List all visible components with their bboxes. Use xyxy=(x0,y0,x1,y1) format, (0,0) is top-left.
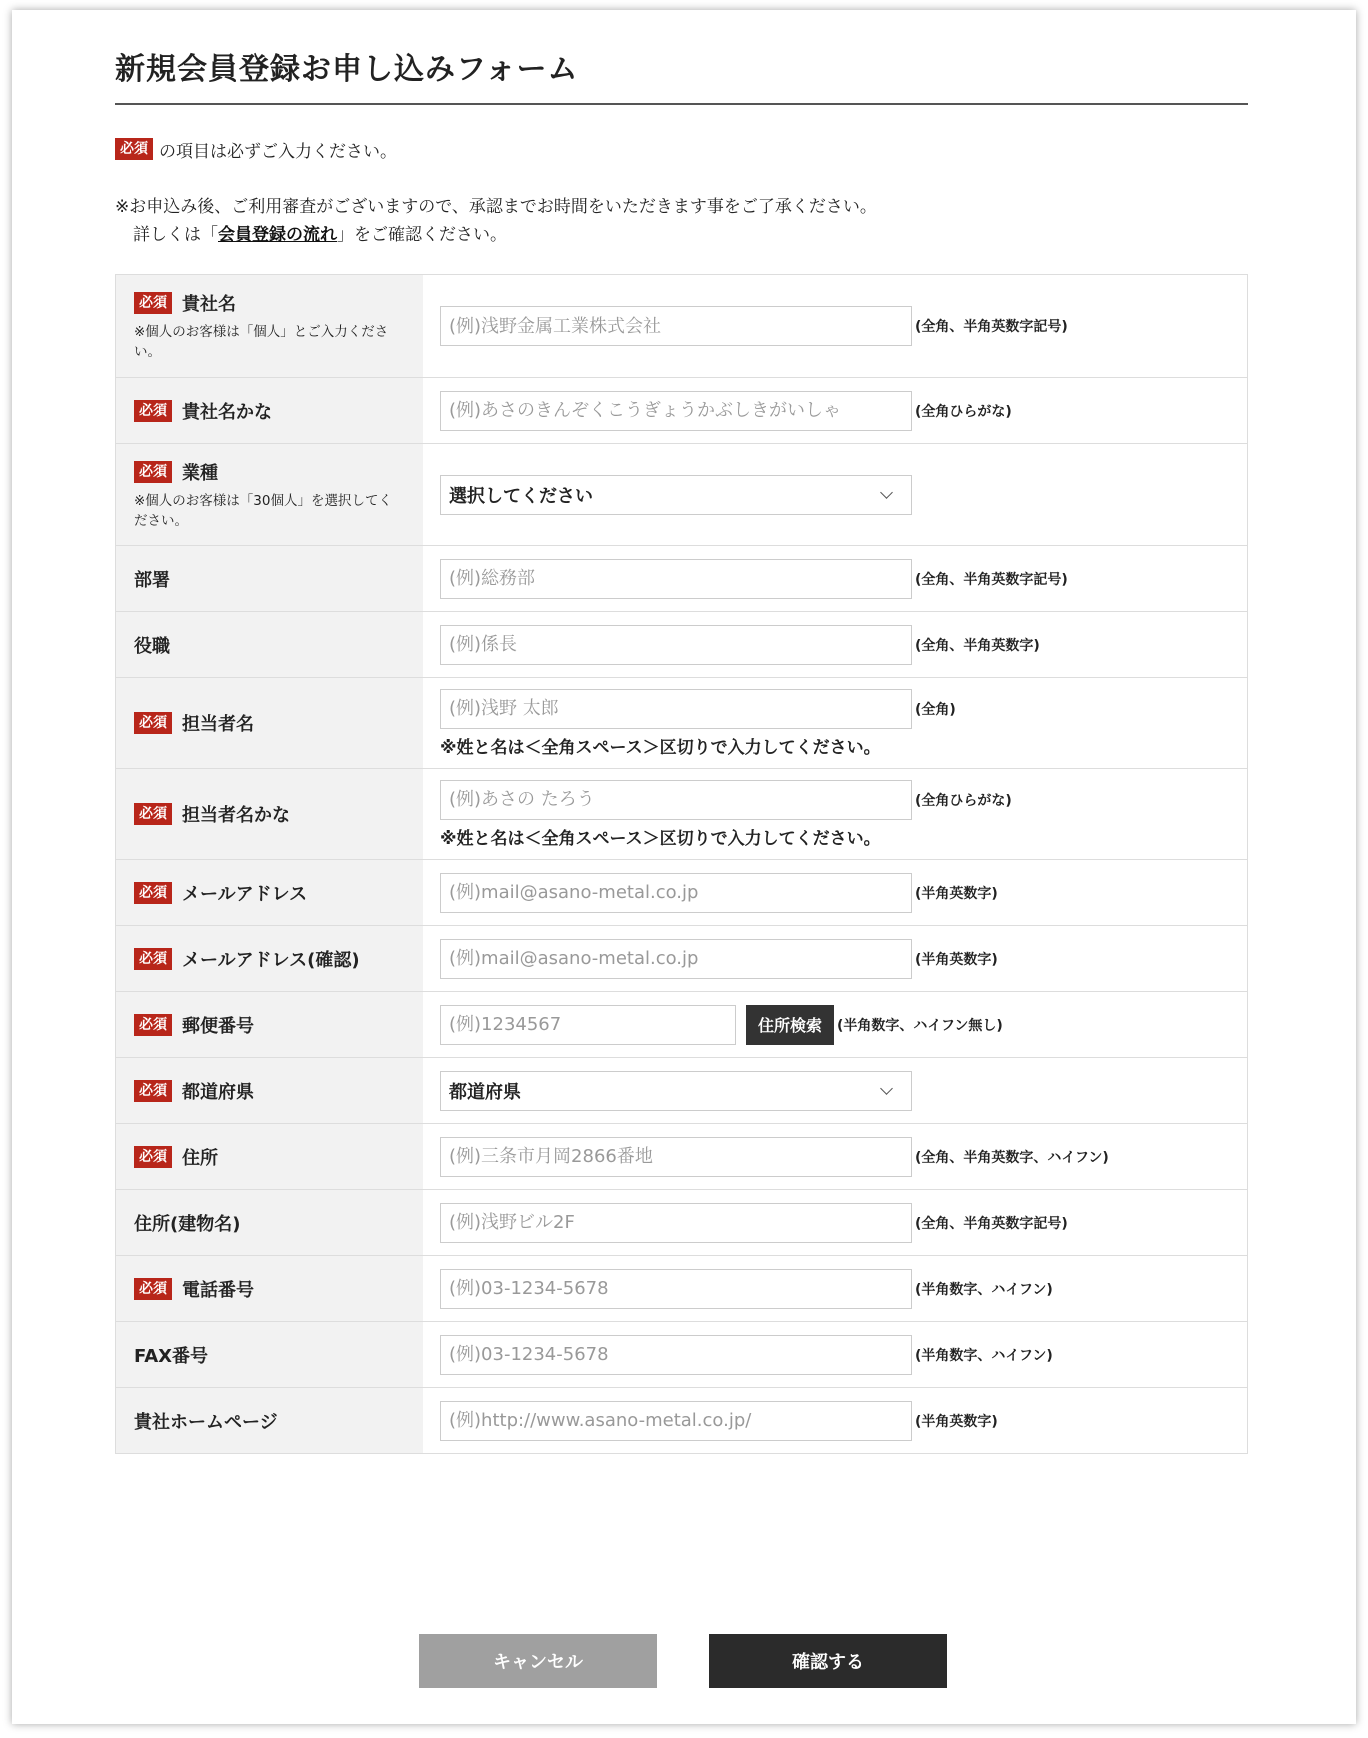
company-input[interactable] xyxy=(440,306,912,346)
field-label: 役職 xyxy=(134,635,170,657)
chevron-down-icon xyxy=(880,486,893,499)
label-phone xyxy=(115,1256,423,1321)
row-email-confirm xyxy=(115,926,1248,992)
label-contact-kana xyxy=(115,769,423,859)
field-hint: (半角数字、ハイフン) xyxy=(915,1281,1053,1298)
field-label: メールアドレス xyxy=(182,883,308,905)
field-label: 住所 xyxy=(182,1147,218,1169)
required-note xyxy=(115,137,1248,161)
required-badge: 必須 xyxy=(115,138,153,160)
required-badge: 必須 xyxy=(134,1146,172,1168)
required-badge: 必須 xyxy=(134,712,172,734)
cancel-button[interactable]: キャンセル xyxy=(419,1634,657,1688)
required-badge: 必須 xyxy=(134,1278,172,1300)
label-department xyxy=(115,546,423,611)
row-contact-name xyxy=(115,678,1248,769)
form-sheet xyxy=(12,10,1356,1724)
department-input[interactable] xyxy=(440,559,912,599)
label-postal xyxy=(115,992,423,1057)
required-badge: 必須 xyxy=(134,803,172,825)
row-contact-kana xyxy=(115,769,1248,860)
label-email xyxy=(115,860,423,925)
form-content xyxy=(115,50,1248,1454)
field-note: ※姓と名は＜全角スペース＞区切りで入力してください。 xyxy=(440,737,881,758)
prefecture-select[interactable] xyxy=(440,1071,912,1111)
field-sublabel: ※個人のお客様は「30個人」を選択してください。 xyxy=(134,492,392,529)
email-confirm-input[interactable] xyxy=(440,939,912,979)
field-sublabel: ※個人のお客様は「個人」とご入力ください。 xyxy=(134,324,389,360)
review-note-pre: 詳しくは「 xyxy=(133,225,218,245)
review-note-line2 xyxy=(115,221,1248,249)
field-hint: (全角、半角英数字、ハイフン) xyxy=(915,1149,1109,1166)
field-hint: (全角ひらがな) xyxy=(915,792,1012,809)
required-badge: 必須 xyxy=(134,948,172,970)
company-kana-input[interactable] xyxy=(440,391,912,431)
review-note xyxy=(115,193,1248,249)
field-label: メールアドレス(確認) xyxy=(182,949,360,971)
industry-selected-value: 選択してください xyxy=(449,485,593,507)
row-phone xyxy=(115,1256,1248,1322)
field-hint: (半角英数字) xyxy=(915,951,998,968)
field-label: 住所(建物名) xyxy=(134,1213,241,1235)
field-label: 業種 xyxy=(182,462,218,484)
confirm-button[interactable]: 確認する xyxy=(709,1634,947,1688)
chevron-down-icon xyxy=(880,1082,893,1095)
position-input[interactable] xyxy=(440,625,912,665)
label-address xyxy=(115,1124,423,1189)
homepage-input[interactable] xyxy=(440,1401,912,1441)
label-contact-name xyxy=(115,678,423,768)
row-company xyxy=(115,275,1248,378)
row-email xyxy=(115,860,1248,926)
industry-select[interactable] xyxy=(440,475,912,515)
field-hint: (半角数字、ハイフン) xyxy=(915,1347,1053,1364)
required-badge: 必須 xyxy=(134,882,172,904)
field-hint: (全角ひらがな) xyxy=(915,403,1012,420)
label-company xyxy=(115,275,423,377)
required-badge: 必須 xyxy=(134,400,172,422)
row-industry xyxy=(115,444,1248,546)
row-fax xyxy=(115,1322,1248,1388)
field-label: 電話番号 xyxy=(182,1279,254,1301)
contact-kana-input[interactable] xyxy=(440,780,912,820)
email-input[interactable] xyxy=(440,873,912,913)
contact-name-input[interactable] xyxy=(440,689,912,729)
field-note: ※姓と名は＜全角スペース＞区切りで入力してください。 xyxy=(440,828,881,849)
field-hint: (半角英数字) xyxy=(915,1413,998,1430)
label-email-confirm xyxy=(115,926,423,991)
field-label: FAX番号 xyxy=(134,1345,209,1367)
required-badge: 必須 xyxy=(134,461,172,483)
label-industry xyxy=(115,444,423,545)
review-note-post: 」をご確認ください。 xyxy=(337,225,507,245)
fax-input[interactable] xyxy=(440,1335,912,1375)
required-badge: 必須 xyxy=(134,1080,172,1102)
field-hint: (全角、半角英数字記号) xyxy=(915,319,1068,335)
prefecture-selected-value: 都道府県 xyxy=(449,1081,521,1103)
address-search-button[interactable]: 住所検索 xyxy=(746,1005,834,1045)
field-hint: (半角英数字) xyxy=(915,885,998,902)
row-department xyxy=(115,546,1248,612)
field-hint: (全角、半角英数字記号) xyxy=(915,1215,1068,1232)
page-title: 新規会員登録お申し込みフォーム xyxy=(115,50,1248,105)
building-input[interactable] xyxy=(440,1203,912,1243)
field-label: 郵便番号 xyxy=(182,1015,254,1037)
row-postal xyxy=(115,992,1248,1058)
row-homepage xyxy=(115,1388,1248,1454)
review-note-line1: ※お申込み後、ご利用審査がございますので、承認までお時間をいただきます事をご了承ください。 xyxy=(115,197,877,217)
label-company-kana xyxy=(115,378,423,443)
registration-flow-link[interactable]: 会員登録の流れ xyxy=(218,225,337,245)
label-fax xyxy=(115,1322,423,1387)
field-hint: (全角、半角英数字記号) xyxy=(915,571,1068,588)
row-address xyxy=(115,1124,1248,1190)
row-prefecture xyxy=(115,1058,1248,1124)
required-note-text: の項目は必ずご入力ください。 xyxy=(159,141,397,162)
label-prefecture xyxy=(115,1058,423,1123)
label-position xyxy=(115,612,423,677)
form-table xyxy=(115,274,1248,1454)
field-label: 貴社名 xyxy=(182,294,236,315)
field-label: 都道府県 xyxy=(182,1081,254,1103)
row-company-kana xyxy=(115,378,1248,444)
label-homepage xyxy=(115,1388,423,1453)
field-label: 部署 xyxy=(134,569,170,591)
field-label: 担当者名 xyxy=(182,714,254,735)
field-label: 担当者名かな xyxy=(182,805,290,826)
required-badge: 必須 xyxy=(134,292,172,314)
row-position xyxy=(115,612,1248,678)
required-badge: 必須 xyxy=(134,1014,172,1036)
field-label: 貴社名かな xyxy=(182,401,272,423)
field-label: 貴社ホームページ xyxy=(134,1411,278,1433)
field-hint: (全角) xyxy=(915,701,956,718)
row-building xyxy=(115,1190,1248,1256)
postal-input[interactable] xyxy=(440,1005,736,1045)
field-hint: (半角数字、ハイフン無し) xyxy=(837,1017,1003,1034)
form-buttons xyxy=(0,1634,1368,1688)
label-building xyxy=(115,1190,423,1255)
address-input[interactable] xyxy=(440,1137,912,1177)
phone-input[interactable] xyxy=(440,1269,912,1309)
field-hint: (全角、半角英数字) xyxy=(915,637,1040,654)
